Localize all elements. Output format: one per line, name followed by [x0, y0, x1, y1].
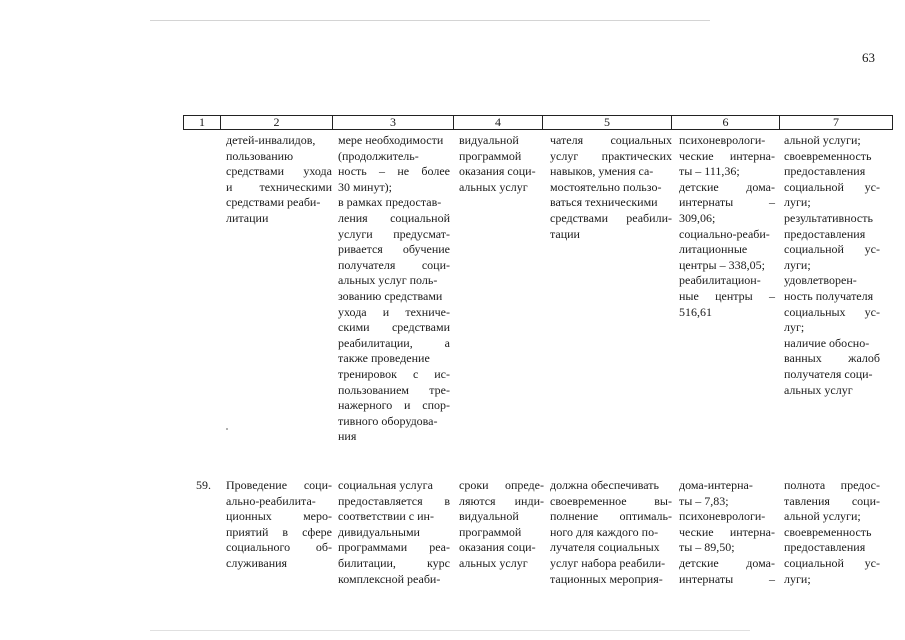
header-cell-7: 7: [780, 116, 893, 130]
row-b-service-description: социальная услуга предоставляется в соответствии с ин- дивидуальными программами реа- билитации, курс комплексной реаби-: [338, 478, 450, 586]
row-a-service-description: мере необходимости (продолжитель- ность – не более 30 минут); в рамках предостав- ления социальной услуги предусмат- ривается обучение получателя соци- альных услуг поль- зованию средствами ухода и техниче- скими средствами реабилитации, а также проведение тренировок с ис- пользованием тре- нажерного и спор- тивного оборудова- ния: [338, 133, 450, 444]
header-cell-2: 2: [221, 116, 333, 130]
header-cell-6: 6: [672, 116, 780, 130]
row-a-tariffs: психоневрологи- ческие интерна- ты – 111,36; детские дома- интернаты – 309,06; социально-реаби- литационные центры – 338,05; реабилитацион- ные центры – 516,61: [679, 133, 775, 319]
scan-artifact-bottom: [150, 630, 750, 631]
row-a-service-name: детей-инвалидов, пользованию средствами ухода и техническими средствами реаби- литации: [226, 133, 332, 225]
row-b-quality-indicators: полнота предос- тавления соци- альной услуги; своевременность предоставления социальной ус- луги;: [784, 478, 880, 586]
row-b-service-name: Проведение соци- ально-реабилита- ционных меро- приятий в сфере социального об- служивания: [226, 478, 332, 570]
header-cell-1: 1: [184, 116, 221, 130]
header-cell-5: 5: [543, 116, 672, 130]
header-cell-3: 3: [333, 116, 454, 130]
row-a-standard: чателя социальных услуг практических навыков, умения са- мостоятельно пользо- ваться техническими средствами реабили- тации: [550, 133, 672, 241]
row-a-provision-terms: видуальной программой оказания соци- альных услуг: [459, 133, 536, 194]
header-cell-4: 4: [454, 116, 543, 130]
scan-artifact-top: [150, 20, 710, 21]
row-b-provision-terms: сроки опреде- ляются инди- видуальной программой оказания соци- альных услуг: [459, 478, 544, 570]
row-number: 59.: [196, 478, 211, 492]
row-b-standard: должна обеспечивать своевременное вы- полнение оптималь- ного для каждого по- лучателя социальных услуг набора реабили- тационных мероприя-: [550, 478, 672, 586]
row-b-tariffs: дома-интерна- ты – 7,83; психоневрологи- ческие интерна- ты – 89,50; детские дома- интернаты –: [679, 478, 775, 586]
page-number: 63: [862, 50, 875, 65]
scan-speck: [226, 428, 228, 430]
column-header-row: [183, 115, 893, 130]
row-a-quality-indicators: альной услуги; своевременность предоставления социальной ус- луги; результативность предоставления социальной ус- луги; удовлетворен- ность получателя социальных ус- луг; наличие обосно- ванных жалоб получателя соци- альных услуг: [784, 133, 880, 397]
